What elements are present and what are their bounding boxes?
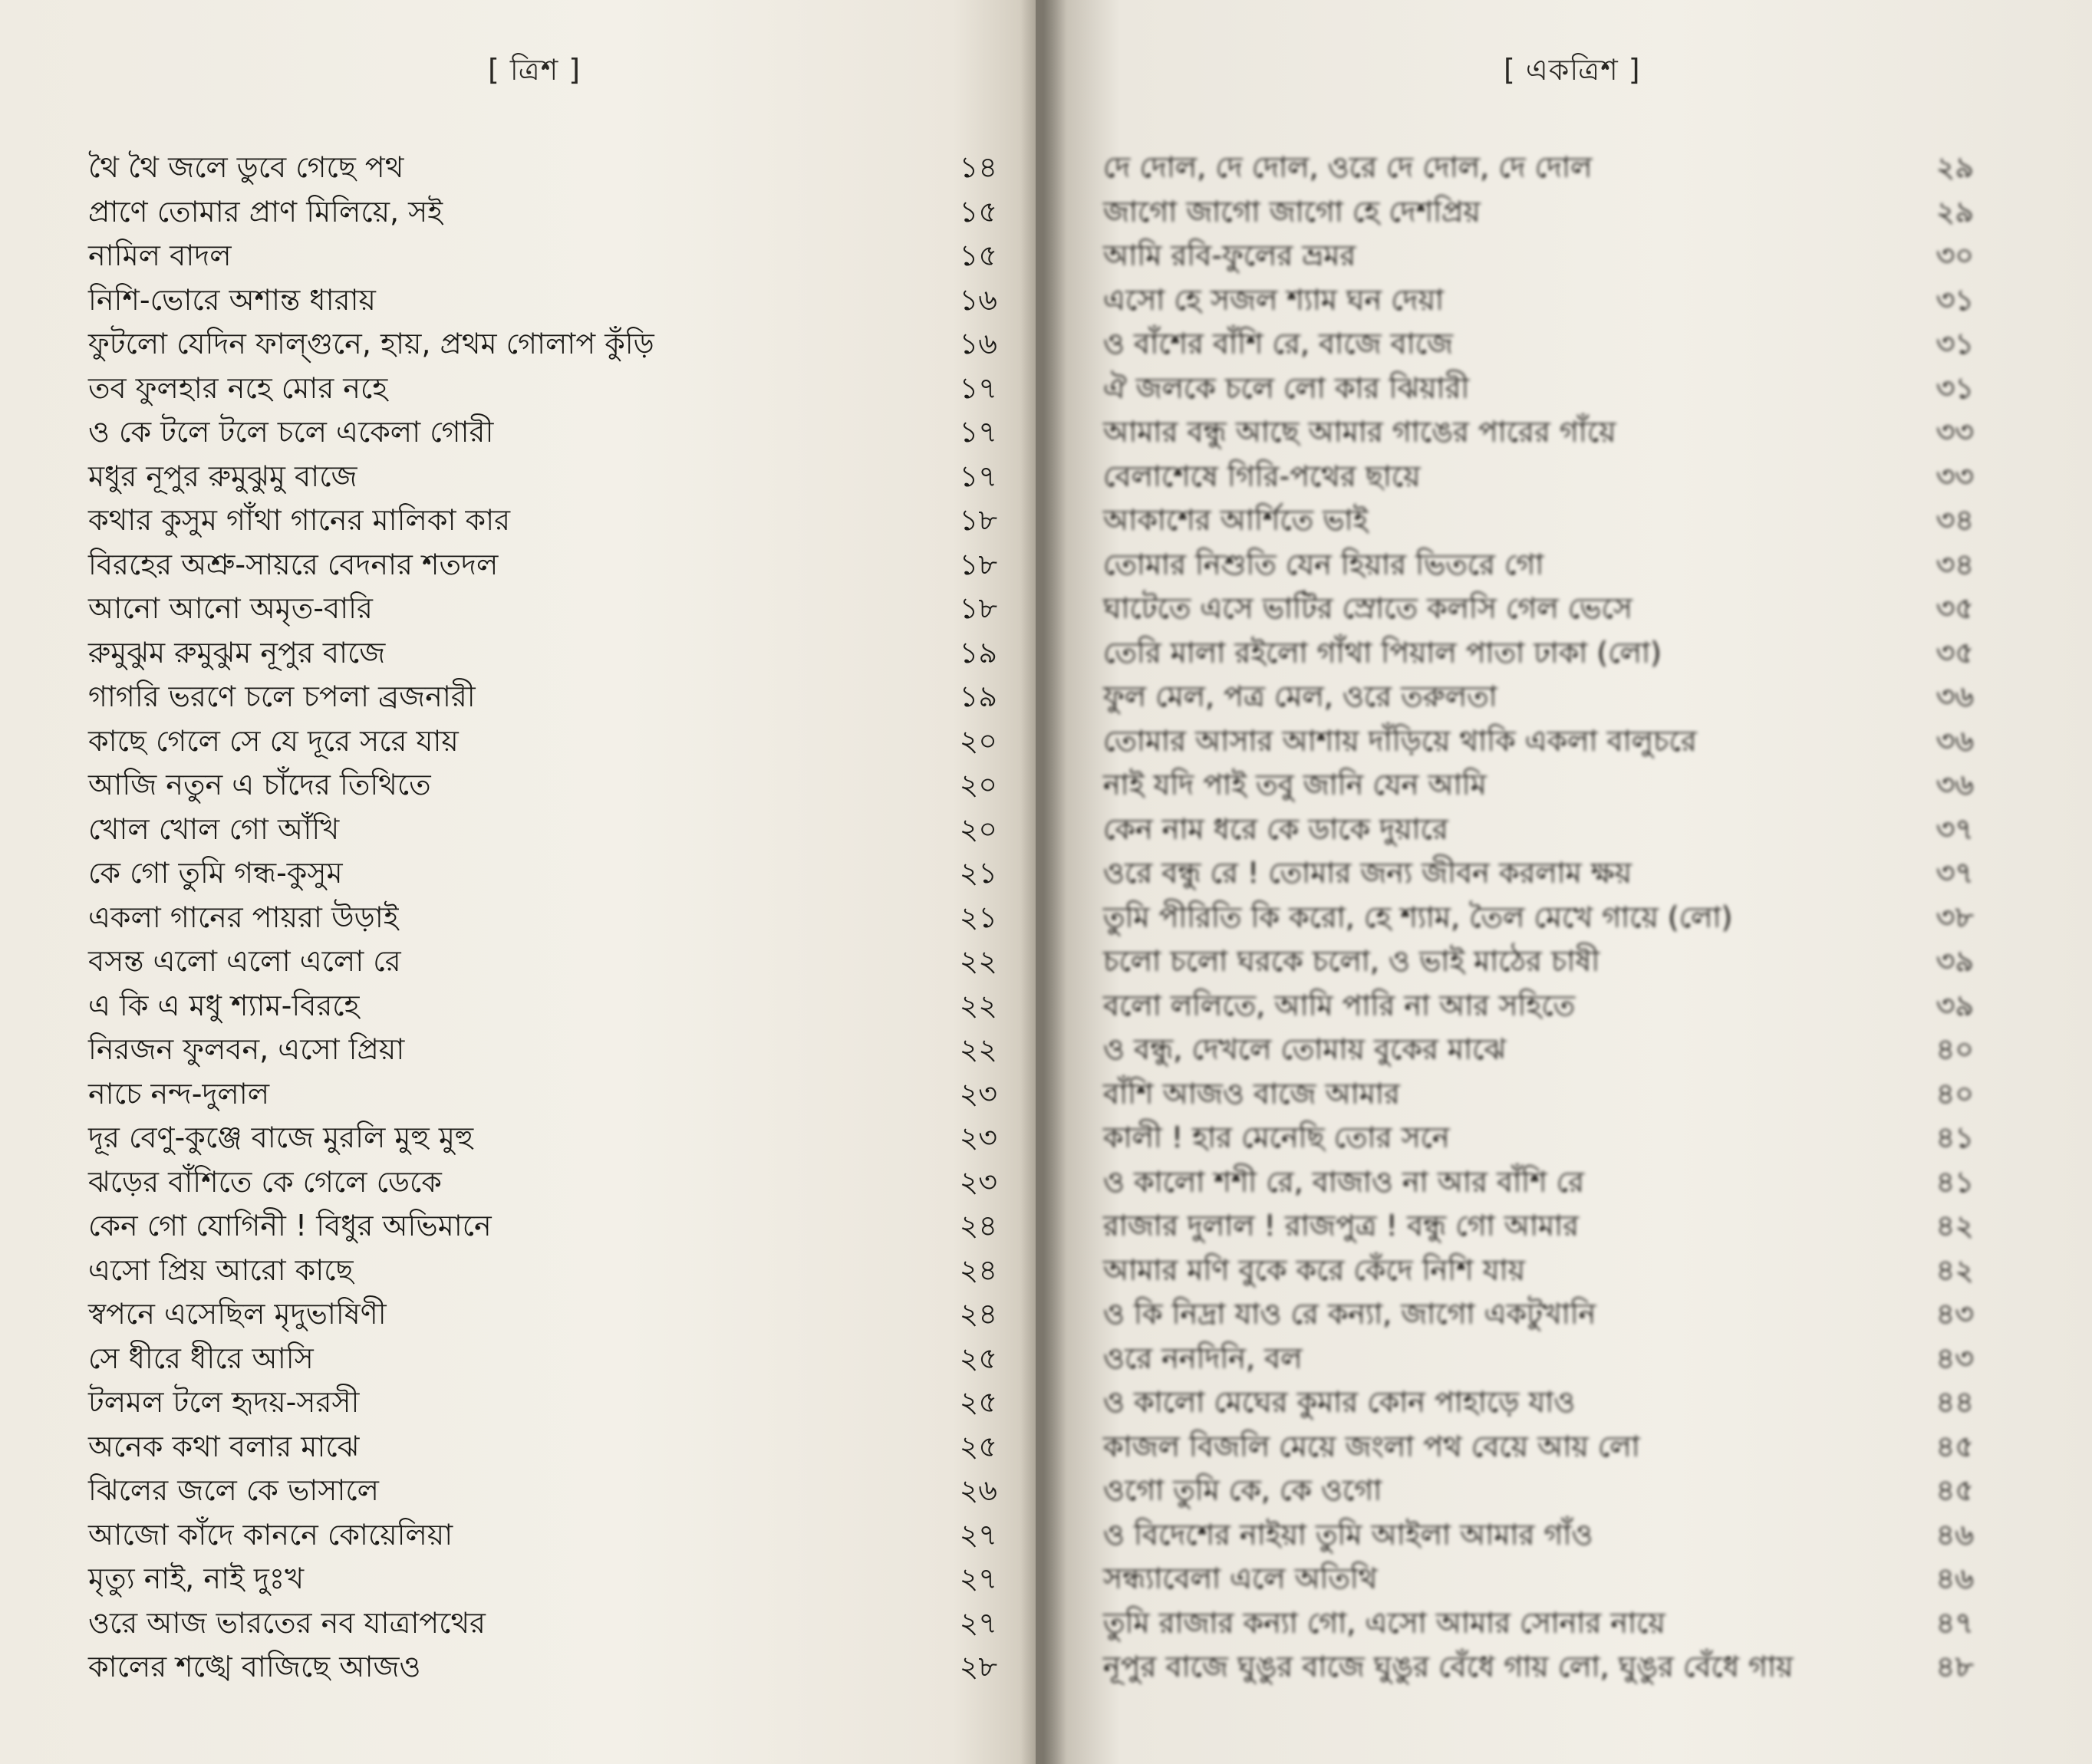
toc-entry [1103, 719, 2092, 764]
toc-entry [1103, 940, 2092, 984]
toc-entry [88, 410, 1009, 455]
toc-entry-title: ও বন্ধু, দেখলে তোমায় বুকের মাঝে [1103, 1032, 1507, 1066]
toc-entry [88, 499, 1009, 543]
toc-entry-page-number: ৩৮ [1936, 900, 1974, 934]
toc-entry [88, 1469, 1009, 1513]
toc-entry-page-number: ২৪ [959, 1209, 997, 1242]
toc-entry-page-number: ৪১ [1936, 1121, 1974, 1154]
toc-entry-page-number: ২৭ [959, 1517, 997, 1552]
toc-entry [1103, 1292, 2092, 1337]
toc-entry-title: এ কি এ মধু শ্যাম-বিরহে [88, 988, 360, 1022]
toc-entry [1103, 1645, 2092, 1690]
toc-entry-title: নূপুর বাজে ঘুঙুর বাজে ঘুঙুর বেঁধে গায় লো, ঘুঙুর বেঁধে গায় [1103, 1650, 1794, 1683]
toc-entry-title: ও কালো শশী রে, বাজাও না আর বাঁশি রে [1103, 1164, 1584, 1199]
toc-entry-title: থৈ থৈ জলে ডুবে গেছে পথ [88, 150, 404, 184]
toc-entry [88, 1028, 1009, 1072]
toc-entry [88, 322, 1009, 367]
toc-entry-title: ওরে আজ ভারতের নব যাত্রাপথের [88, 1605, 486, 1640]
toc-entry-title: একলা গানের পায়রা উড়াই [88, 900, 399, 934]
left-page [0, 0, 1036, 1764]
toc-entry [1103, 367, 2092, 411]
toc-entry [88, 1072, 1009, 1117]
toc-entry-page-number: ২১ [959, 900, 997, 934]
toc-entry-page-number: ২২ [959, 944, 997, 978]
toc-entry-title: নামিল বাদল [88, 239, 232, 272]
toc-entry [1103, 851, 2092, 896]
toc-entry-title: মৃত্যু নাই, নাই দুঃখ [88, 1562, 305, 1595]
toc-entry-title: এসো প্রিয় আরো কাছে [88, 1252, 354, 1287]
toc-entry-page-number: ২০ [959, 723, 997, 758]
toc-entry-title: ঘাটেতে এসে ভাটির স্রোতে কলসি গেল ভেসে [1103, 591, 1632, 625]
toc-entry-title: আনো আনো অমৃত-বারি [88, 591, 373, 625]
toc-entry [1103, 146, 2092, 190]
toc-entry-title: ঝিলের জলে কে ভাসালে [88, 1473, 379, 1507]
toc-entry [88, 190, 1009, 235]
toc-entry-title: বাঁশি আজও বাজে আমার [1103, 1076, 1400, 1111]
toc-entry-page-number: ১৭ [959, 370, 997, 405]
toc-entry-page-number: ১৭ [959, 459, 997, 493]
right-page [1036, 0, 2092, 1764]
toc-entry-page-number: ২৯ [1936, 150, 1974, 184]
toc-entry [1103, 1557, 2092, 1601]
toc-entry-title: নিরজন ফুলবন, এসো প্রিয়া [88, 1032, 405, 1066]
toc-entry-title: কেন গো যোগিনী ! বিধুর অভিমানে [88, 1209, 492, 1242]
toc-entry-title: ও কালো মেঘের কুমার কোন পাহাড়ে যাও [1103, 1385, 1576, 1419]
toc-entry-page-number: ১৬ [959, 282, 997, 317]
toc-entry [1103, 499, 2092, 543]
toc-entry-title: খোল খোল গো আঁখি [88, 811, 340, 846]
toc-entry [1103, 190, 2092, 235]
toc-entry [1103, 1204, 2092, 1249]
toc-entry [1103, 763, 2092, 808]
toc-entry-page-number: ২১ [959, 856, 997, 890]
toc-entry [1103, 1072, 2092, 1117]
toc-entry [88, 1160, 1009, 1205]
toc-entry-page-number: ৪৬ [1936, 1517, 1974, 1552]
toc-entry-page-number: ২৮ [959, 1650, 997, 1683]
toc-entry-title: অনেক কথা বলার মাঝে [88, 1429, 360, 1463]
toc-entry-title: তব ফুলহার নহে মোর নহে [88, 370, 388, 405]
toc-entry-title: বেলাশেষে গিরি-পথের ছায়ে [1103, 459, 1421, 493]
toc-entry [1103, 278, 2092, 323]
toc-entry-title: কথার কুসুম গাঁথা গানের মালিকা কার [88, 503, 511, 537]
toc-entry [88, 719, 1009, 764]
toc-entry-page-number: ১৮ [959, 503, 997, 537]
toc-entry [88, 631, 1009, 676]
toc-entry [1103, 410, 2092, 455]
toc-entry [88, 146, 1009, 190]
toc-entry-title: আমার মণি বুকে করে কেঁদে নিশি যায় [1103, 1252, 1525, 1287]
toc-entry-title: আকাশের আর্শিতে ভাই [1103, 503, 1369, 537]
toc-entry [88, 808, 1009, 852]
toc-entry-title: দূর বেণু-কুঞ্জে বাজে মুরলি মুহু মুহু [88, 1121, 474, 1154]
toc-entry-page-number: ৪৪ [1936, 1385, 1974, 1419]
toc-entry-title: সন্ধ্যাবেলা এলে অতিথি [1103, 1562, 1378, 1595]
toc-entry-page-number: ৩১ [1936, 282, 1974, 317]
toc-entry-page-number: ৩৪ [1936, 503, 1974, 537]
toc-entry [88, 1337, 1009, 1381]
toc-entry-title: ফুল মেল, পত্র মেল, ওরে তরুলতা [1103, 680, 1497, 713]
toc-entry-page-number: ৪৫ [1936, 1473, 1974, 1507]
toc-entry [1103, 322, 2092, 367]
toc-entry-page-number: ১৯ [959, 635, 997, 670]
toc-entry-page-number: ২৩ [959, 1121, 997, 1154]
toc-entry-page-number: ৩৬ [1936, 680, 1974, 713]
toc-entry [1103, 1381, 2092, 1425]
toc-entry-title: তেরি মালা রইলো গাঁথা পিয়াল পাতা ঢাকা (লো) [1103, 635, 1662, 670]
right-page-header: [ একত্রিশ ] [1504, 53, 1641, 87]
toc-entry [1103, 1116, 2092, 1160]
toc-entry [1103, 675, 2092, 719]
toc-entry [1103, 543, 2092, 587]
toc-entry [1103, 1425, 2092, 1469]
toc-entry-title: আমি রবি-ফুলের ভ্রমর [1103, 239, 1356, 272]
toc-entry [88, 1204, 1009, 1249]
toc-entry [88, 984, 1009, 1028]
toc-entry [1103, 631, 2092, 676]
toc-entry-title: ও কে টলে টলে চলে একেলা গোরী [88, 415, 494, 449]
toc-entry [88, 234, 1009, 278]
toc-entry-title: নিশি-ভোরে অশান্ত ধারায় [88, 282, 376, 317]
toc-entry-title: কে গো তুমি গন্ধ-কুসুম [88, 856, 343, 890]
toc-entry-title: আজি নতুন এ চাঁদের তিথিতে [88, 768, 431, 801]
toc-entry [88, 1292, 1009, 1337]
toc-entry-page-number: ২৫ [959, 1429, 997, 1463]
toc-entry-page-number: ৪২ [1936, 1252, 1974, 1287]
book-gutter-shadow [1020, 0, 1066, 1764]
toc-entry-page-number: ২০ [959, 768, 997, 801]
toc-entry-page-number: ৩১ [1936, 327, 1974, 360]
toc-entry-page-number: ২২ [959, 1032, 997, 1066]
toc-entry-page-number: ৪২ [1936, 1209, 1974, 1242]
toc-entry-title: প্রাণে তোমার প্রাণ মিলিয়ে, সই [88, 194, 443, 229]
toc-entry-page-number: ৪০ [1936, 1076, 1974, 1111]
toc-entry [88, 587, 1009, 631]
toc-entry-page-number: ৩৯ [1936, 944, 1974, 978]
toc-entry [88, 1601, 1009, 1646]
toc-entry-title: ও বিদেশের নাইয়া তুমি আইলা আমার গাঁও [1103, 1517, 1593, 1552]
toc-entry-page-number: ১৮ [959, 591, 997, 625]
toc-entry-page-number: ৩৫ [1936, 591, 1974, 625]
toc-entry-title: নাই যদি পাই তবু জানি যেন আমি [1103, 768, 1487, 801]
toc-entry-title: এসো হে সজল শ্যাম ঘন দেয়া [1103, 282, 1445, 317]
toc-entry-title: স্বপনে এসেছিল মৃদুভাষিণী [88, 1297, 387, 1331]
toc-entry-page-number: ১৪ [959, 150, 997, 184]
toc-entry [88, 278, 1009, 323]
toc-entry-title: টলমল টলে হৃদয়-সরসী [88, 1385, 360, 1419]
toc-entry-page-number: ২৪ [959, 1252, 997, 1287]
toc-entry [1103, 808, 2092, 852]
toc-entry-title: আমার বন্ধু আছে আমার গাঙের পারের গাঁয়ে [1103, 415, 1616, 449]
toc-entry-title: তুমি পীরিতি কি করো, হে শ্যাম, তৈল মেখে গায়ে (লো) [1103, 900, 1733, 934]
toc-entry-page-number: ১৫ [959, 239, 997, 272]
toc-entry-page-number: ৪৩ [1936, 1297, 1974, 1331]
toc-entry-page-number: ৪৩ [1936, 1341, 1974, 1375]
toc-entry-title: কালী ! হার মেনেছি তোর সনে [1103, 1121, 1450, 1154]
toc-entry-page-number: ৩৭ [1936, 811, 1974, 846]
toc-entry [1103, 587, 2092, 631]
toc-entry-title: ও বাঁশের বাঁশি রে, বাজে বাজে [1103, 327, 1453, 360]
toc-entry-title: ফুটলো যেদিন ফাল্গুনে, হায়, প্রথম গোলাপ কুঁড়ি [88, 327, 654, 360]
toc-entry-title: রুমুঝুম রুমুঝুম নূপুর বাজে [88, 635, 386, 670]
toc-entry [88, 1645, 1009, 1690]
toc-entry [88, 896, 1009, 940]
toc-entry-page-number: ৪০ [1936, 1032, 1974, 1066]
toc-entry-title: তোমার আসার আশায় দাঁড়িয়ে থাকি একলা বালুচরে [1103, 723, 1697, 758]
toc-entry [88, 1557, 1009, 1601]
toc-entry-title: ওরে বন্ধু রে ! তোমার জন্য জীবন করলাম ক্ষয় [1103, 856, 1632, 890]
toc-entry-title: ও কি নিদ্রা যাও রে কন্যা, জাগো একটুখানি [1103, 1297, 1596, 1331]
toc-entry-page-number: ৩৬ [1936, 723, 1974, 758]
toc-entry-page-number: ২৩ [959, 1164, 997, 1199]
toc-entry-page-number: ২৬ [959, 1473, 997, 1507]
toc-entry-page-number: ২৭ [959, 1562, 997, 1595]
toc-entry-page-number: ২০ [959, 811, 997, 846]
toc-entry [1103, 455, 2092, 499]
toc-entry [88, 1513, 1009, 1558]
toc-entry [1103, 1028, 2092, 1072]
toc-entry [1103, 984, 2092, 1028]
toc-entry [1103, 234, 2092, 278]
toc-entry [1103, 1337, 2092, 1381]
toc-entry [88, 1116, 1009, 1160]
toc-entry [88, 1381, 1009, 1425]
toc-entry [88, 675, 1009, 719]
toc-entry [88, 543, 1009, 587]
toc-entry-title: ঐ জলকে চলে লো কার ঝিয়ারী [1103, 370, 1470, 405]
toc-entry-page-number: ৩৯ [1936, 988, 1974, 1022]
toc-entry-title: জাগো জাগো জাগো হে দেশপ্রিয় [1103, 194, 1481, 229]
toc-entry-title: ওরে ননদিনি, বল [1103, 1341, 1303, 1375]
toc-entry-page-number: ২৪ [959, 1297, 997, 1331]
toc-entry-page-number: ১৯ [959, 680, 997, 713]
toc-entry-title: কাছে গেলে সে যে দূরে সরে যায় [88, 723, 459, 758]
toc-entry-title: বলো ললিতে, আমি পারি না আর সহিতে [1103, 988, 1576, 1022]
toc-entry-page-number: ৩৩ [1936, 415, 1974, 449]
toc-entry [88, 763, 1009, 808]
toc-entry-page-number: ৪৭ [1936, 1605, 1974, 1640]
toc-entry [1103, 1601, 2092, 1646]
toc-entry-page-number: ৩৫ [1936, 635, 1974, 670]
toc-entry [88, 1249, 1009, 1293]
toc-entry-page-number: ৪৫ [1936, 1429, 1974, 1463]
toc-entry-page-number: ৩১ [1936, 370, 1974, 405]
toc-entry-title: ঝড়ের বাঁশিতে কে গেলে ডেকে [88, 1164, 442, 1199]
toc-entry [1103, 896, 2092, 940]
toc-entry-page-number: ২২ [959, 988, 997, 1022]
toc-entry-title: রাজার দুলাল ! রাজপুত্র ! বন্ধু গো আমার [1103, 1209, 1580, 1242]
toc-entry-title: নাচে নন্দ-দুলাল [88, 1076, 270, 1111]
toc-entry-page-number: ৩৬ [1936, 768, 1974, 801]
toc-entry [88, 1425, 1009, 1469]
toc-entry-page-number: ১৬ [959, 327, 997, 360]
toc-entry-title: তোমার নিশুতি যেন হিয়ার ভিতরে গো [1103, 547, 1544, 581]
toc-entry-page-number: ১৭ [959, 415, 997, 449]
toc-entry-page-number: ৩৪ [1936, 547, 1974, 581]
toc-entry-title: বিরহের অশ্রু-সায়রে বেদনার শতদল [88, 547, 499, 581]
toc-entry-title: দে দোল, দে দোল, ওরে দে দোল, দে দোল [1103, 150, 1593, 184]
toc-entry [1103, 1160, 2092, 1205]
toc-entry-page-number: ১৮ [959, 547, 997, 581]
toc-entry [88, 851, 1009, 896]
toc-entry-page-number: ৩০ [1936, 239, 1974, 272]
toc-entry-page-number: ২৭ [959, 1605, 997, 1640]
toc-entry-page-number: ৩৩ [1936, 459, 1974, 493]
toc-entry [1103, 1513, 2092, 1558]
toc-entry-page-number: ২৩ [959, 1076, 997, 1111]
toc-entry [1103, 1469, 2092, 1513]
toc-entry [88, 455, 1009, 499]
toc-entry-title: তুমি রাজার কন্যা গো, এসো আমার সোনার নায়ে [1103, 1605, 1665, 1640]
toc-entry-page-number: ৪১ [1936, 1164, 1974, 1199]
left-page-header: [ ত্রিশ ] [488, 53, 581, 87]
toc-entry-page-number: ১৫ [959, 194, 997, 229]
toc-entry [1103, 1249, 2092, 1293]
toc-entry-title: কাজল বিজলি মেয়ে জংলা পথ বেয়ে আয় লো [1103, 1429, 1640, 1463]
toc-entry-title: ওগো তুমি কে, কে ওগো [1103, 1473, 1382, 1507]
toc-entry-title: বসন্ত এলো এলো এলো রে [88, 944, 401, 978]
toc-entry-title: গাগরি ভরণে চলে চপলা ব্রজনারী [88, 680, 476, 713]
toc-entry-page-number: ২৫ [959, 1385, 997, 1419]
toc-entry-title: আজো কাঁদে কাননে কোয়েলিয়া [88, 1517, 453, 1552]
toc-entry-title: সে ধীরে ধীরে আসি [88, 1341, 314, 1375]
toc-entry-title: কালের শঙ্খে বাজিছে আজও [88, 1650, 421, 1683]
toc-entry-page-number: ৪৮ [1936, 1650, 1974, 1683]
toc-entry-page-number: ৩৭ [1936, 856, 1974, 890]
toc-entry-title: কেন নাম ধরে কে ডাকে দুয়ারে [1103, 811, 1448, 846]
left-toc-list [88, 146, 1009, 1690]
toc-entry [88, 367, 1009, 411]
right-toc-list [1103, 146, 2092, 1690]
toc-entry [88, 940, 1009, 984]
toc-entry-title: চলো চলো ঘরকে চলো, ও ভাই মাঠের চাষী [1103, 944, 1600, 978]
toc-entry-page-number: ২৫ [959, 1341, 997, 1375]
toc-entry-title: মধুর নূপুর রুমুঝুমু বাজে [88, 459, 357, 493]
toc-entry-page-number: ২৯ [1936, 194, 1974, 229]
toc-entry-page-number: ৪৬ [1936, 1562, 1974, 1595]
